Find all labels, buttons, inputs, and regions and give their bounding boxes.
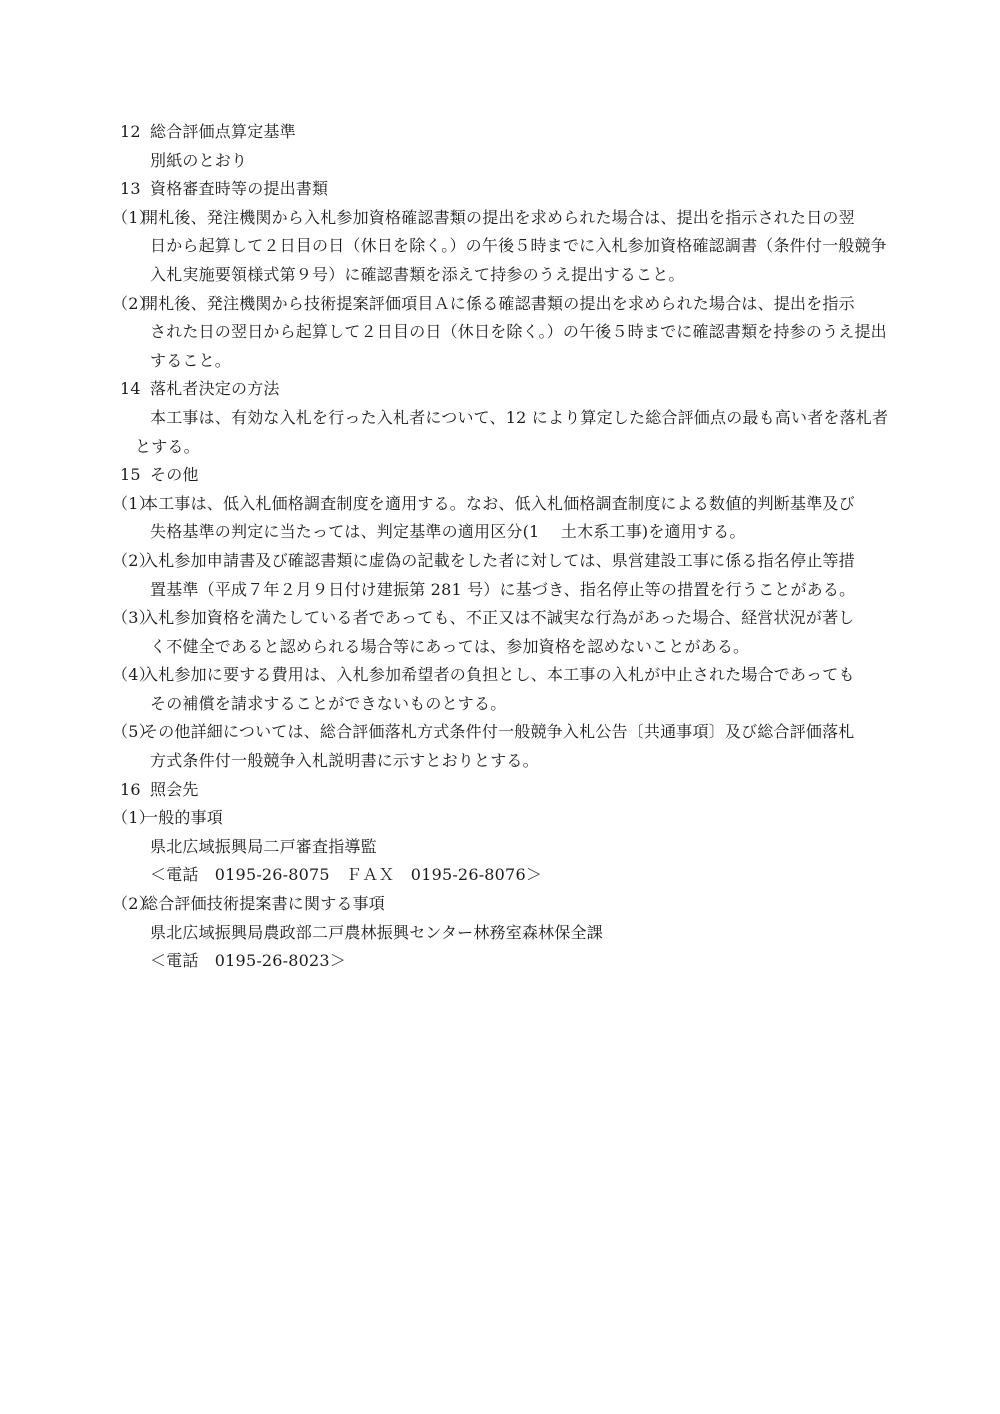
section-number: 14 — [120, 379, 141, 399]
section-12-heading — [120, 118, 880, 147]
section-13-item-1-line-3: 入札実施要領様式第９号）に確認書類を添えて持参のうえ提出すること。 — [150, 264, 685, 284]
item-mark: （2） — [112, 894, 155, 914]
section-title: 資格審査時等の提出書類 — [150, 179, 329, 199]
section-15-item-2-line-1 — [112, 547, 880, 576]
section-title: その他 — [150, 465, 199, 485]
item-mark: （4） — [112, 665, 155, 685]
section-14-line-2: とする。 — [135, 436, 200, 456]
section-number: 13 — [120, 179, 141, 199]
item-text: 入札参加申請書及び確認書類に虚偽の記載をした者に対しては、県営建設工事に係る指名停止等措 — [142, 550, 855, 570]
section-13-heading — [120, 175, 880, 204]
contact-office-2: 県北広域振興局農政部二戸農林振興センター林務室森林保全課 — [150, 922, 603, 942]
section-title: 落札者決定の方法 — [150, 379, 280, 399]
item-mark: （5） — [112, 722, 155, 742]
item-mark: （3） — [112, 608, 155, 628]
section-14-heading — [120, 375, 880, 404]
section-13-item-1-line-2: 日から起算して２日目の日（休日を除く。）の午後５時までに入札参加資格確認調書（条件付一般競争 — [150, 236, 887, 256]
section-13-item-2-line-3: すること。 — [150, 350, 232, 370]
contact-office-1: 県北広域振興局二戸審査指導監 — [150, 836, 377, 856]
section-12-text: 別紙のとおり — [150, 150, 248, 170]
section-number: 16 — [120, 779, 141, 799]
section-16-heading — [120, 776, 880, 805]
item-title: 一般的事項 — [142, 808, 224, 828]
section-13-item-2-line-2: された日の翌日から起算して２日目の日（休日を除く。）の午後５時までに確認書類を持参のうえ提出 — [150, 322, 887, 342]
item-text: 本工事は、低入札価格調査制度を適用する。なお、低入札価格調査制度による数値的判断基準及び — [142, 493, 855, 513]
item-mark: （1） — [112, 493, 155, 513]
item-text: 入札参加資格を満たしている者であっても、不正又は不誠実な行為があった場合、経営状況が著し — [142, 608, 855, 628]
section-13-item-1-line-1 — [112, 204, 880, 233]
section-15-item-5-line-1 — [112, 718, 880, 747]
section-13-item-2-line-1 — [112, 290, 880, 319]
section-15-item-4-line-1 — [112, 661, 880, 690]
contact-phone-fax-1: ＜電話 0195-26-8075 ＦＡＸ 0195-26-8076＞ — [150, 865, 543, 885]
item-text: 開札後、発注機関から技術提案評価項目Ａに係る確認書類の提出を求められた場合は、提出を指示 — [142, 293, 855, 313]
document-page — [112, 118, 889, 976]
section-16-item-1-title — [112, 804, 880, 833]
item-text: 入札参加に要する費用は、入札参加希望者の負担とし、本工事の入札が中止された場合であっても — [142, 665, 855, 685]
item-mark: （2） — [112, 550, 155, 570]
section-15-heading — [120, 461, 880, 490]
section-title: 総合評価点算定基準 — [150, 122, 296, 141]
section-15-item-3-line-1 — [112, 604, 880, 633]
item-mark: （1） — [112, 808, 155, 828]
item-mark: （1） — [112, 207, 155, 227]
section-number: 12 — [120, 122, 141, 141]
item-text: その他詳細については、総合評価落札方式条件付一般競争入札公告〔共通事項〕及び総合評価落札 — [142, 722, 855, 742]
section-15-item-2-line-2: 置基準（平成７年２月９日付け建振第 281 号）に基づき、指名停止等の措置を行うことがある。 — [150, 579, 856, 599]
item-mark: （2） — [112, 293, 155, 313]
section-title: 照会先 — [150, 779, 199, 799]
item-text: 開札後、発注機関から入札参加資格確認書類の提出を求められた場合は、提出を指示された日の翌 — [142, 207, 855, 227]
section-15-item-4-line-2: その補償を請求することができないものとする。 — [150, 693, 507, 713]
section-15-item-1-line-2: 失格基準の判定に当たっては、判定基準の適用区分(1 土木系工事)を適用する。 — [150, 522, 746, 542]
item-title: 総合評価技術提案書に関する事項 — [142, 894, 386, 914]
section-15-item-1-line-1 — [112, 490, 880, 519]
section-14-line-1: 本工事は、有効な入札を行った入札者について、12 により算定した総合評価点の最も高い者を落札者 — [150, 407, 889, 427]
contact-phone-2: ＜電話 0195-26-8023＞ — [150, 951, 347, 971]
section-number: 15 — [120, 465, 141, 485]
section-16-item-2-title — [112, 890, 880, 919]
section-15-item-3-line-2: く不健全であると認められる場合等にあっては、参加資格を認めないことがある。 — [150, 636, 750, 656]
section-15-item-5-line-2: 方式条件付一般競争入札説明書に示すとおりとする。 — [150, 751, 539, 771]
